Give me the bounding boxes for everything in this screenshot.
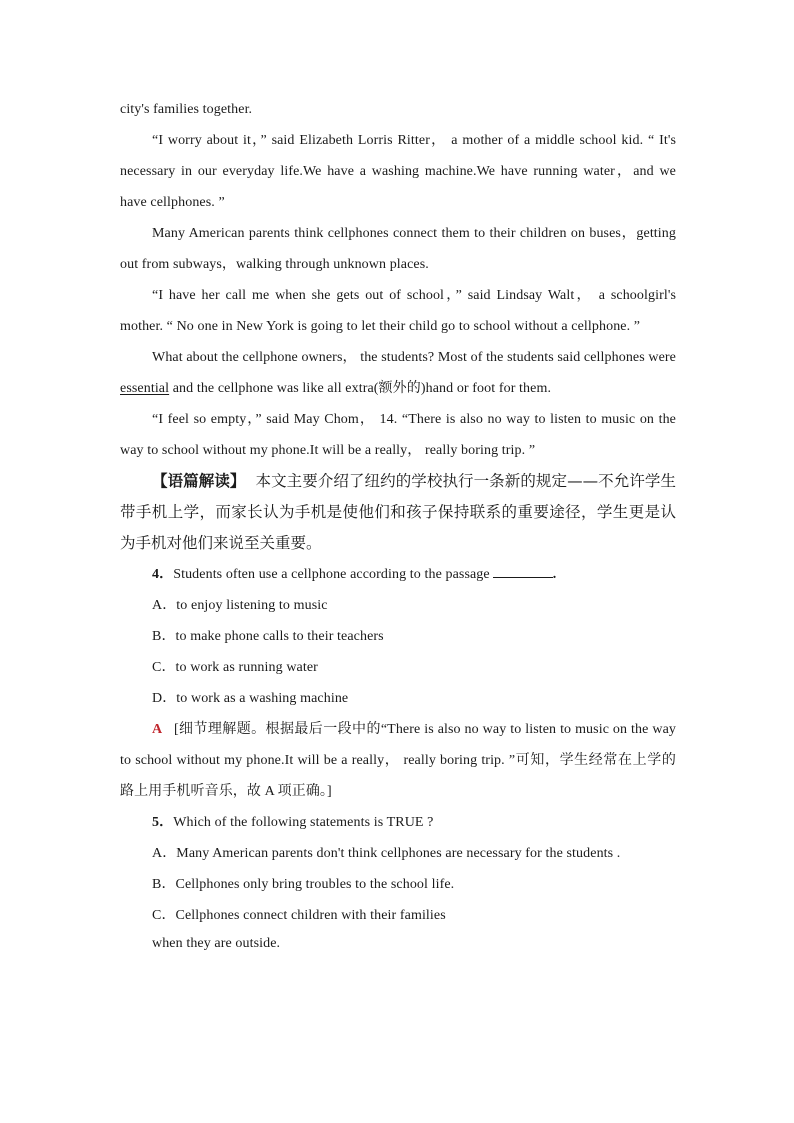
- passage-line-0: city's families together.: [120, 102, 253, 117]
- question-text: Which of the following statements is TRUE ?: [173, 815, 434, 830]
- passage-paragraph-walt: “I have her call me when she gets out of school，” said Lindsay Walt， a schoolgirl's mother. “ No one in New York is going to let their child go to school without a cellphone. ”: [120, 288, 676, 334]
- question-number: 5．: [152, 815, 174, 830]
- passage-paragraph-ritter: “I worry about it，” said Elizabeth Lorris Ritter， a mother of a middle school kid. “ It's necessary in our everyday life.We have a washing machine.We have running water，and we have cellphones. ”: [120, 133, 676, 210]
- passage-paragraph-parents: Many American parents think cellphones connect them to their children on buses，getting out from subways，walking through unknown places.: [120, 226, 676, 272]
- q4-explanation: [120, 714, 676, 807]
- document-page: [120, 94, 676, 957]
- q4-option-a: A．to enjoy listening to music: [152, 598, 328, 613]
- passage-paragraph-chom: “I feel so empty，” said May Chom， 14. “There is also no way to listen to music on the way to school without my phone.It will be a really， really boring trip. ”: [120, 412, 676, 458]
- q4-option-b: B．to make phone calls to their teachers: [152, 629, 384, 644]
- question-number: 4．: [152, 567, 174, 582]
- passage-text: and the cellphone was like all extra(额外的)hand or foot for them.: [169, 381, 552, 396]
- q5-option-c-continuation: when they are outside.: [152, 936, 281, 951]
- passage-paragraph-students: [120, 342, 676, 404]
- q4-explanation-text: [细节理解题。根据最后一段中的“There is also no way to listen to music on the way to school without my phone.It will be a really， really boring trip. ”可知，学生经常在上学的路上用手机听音乐，故 A 项正确。]: [120, 722, 676, 799]
- analysis-text: 本文主要介绍了纽约的学校执行一条新的规定——不允许学生带手机上学，而家长认为手机是使他们和孩子保持联系的重要途径，学生更是认为手机对他们来说至关重要。: [120, 472, 676, 552]
- underlined-word: essential: [120, 381, 170, 396]
- q5-option-b: B．Cellphones only bring troubles to the school life.: [152, 877, 455, 892]
- analysis-label: 【语篇解读】: [152, 472, 246, 490]
- q5-option-c: C．Cellphones connect children with their families: [152, 908, 446, 923]
- answer-blank: [493, 565, 553, 578]
- question-4-stem: [120, 559, 676, 590]
- q4-option-c: C．to work as running water: [152, 660, 318, 675]
- passage-text: What about the cellphone owners， the students? Most of the students said cellphones were: [152, 350, 676, 365]
- q4-option-d: D．to work as a washing machine: [152, 691, 349, 706]
- q4-answer: A: [152, 722, 163, 737]
- question-end: .: [552, 567, 557, 582]
- q5-option-a: A．Many American parents don't think cellphones are necessary for the students .: [152, 846, 621, 861]
- question-5-stem: [120, 807, 676, 838]
- analysis-block: [120, 466, 676, 559]
- question-text: Students often use a cellphone according to the passage: [173, 567, 490, 582]
